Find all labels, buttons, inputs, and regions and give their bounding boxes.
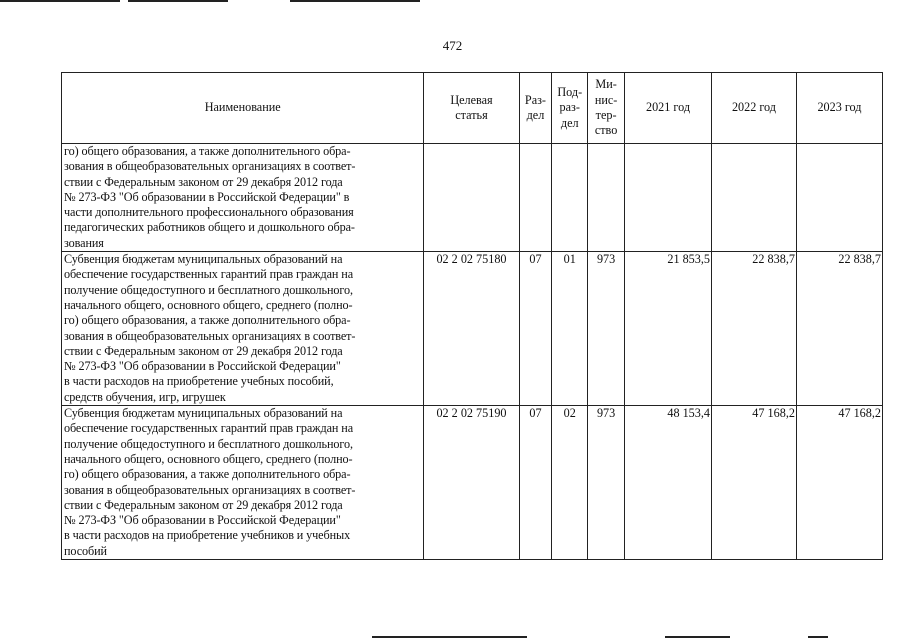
row-target-article	[424, 144, 519, 252]
row-ministry	[588, 144, 625, 252]
page-number: 472	[442, 38, 463, 53]
scan-edge-bottom-2	[665, 636, 730, 638]
row-name: Субвенция бюджетам муниципальных образований на обеспечение государственных гарантий прав граждан на получение общедоступного и бесплатного дошкольного, начального общего, основного общего, среднего (полно- го) общего образования, а также дополнительного обра- зования в общеобразовательных организациях в соответ- ствии с Федеральным законом от 29 декабря 2012 года № 273-ФЗ "Об образовании в Российской Федерации" в части расходов на приобретение учебных пособий, средств обучения, игр, игрушек	[62, 252, 424, 406]
row-2021: 21 853,5	[625, 252, 712, 406]
header-name: Наименование	[62, 73, 424, 144]
scan-edge-bottom-3	[808, 636, 828, 638]
row-target-article: 02 2 02 75190	[424, 406, 519, 560]
row-section: 07	[519, 406, 552, 560]
row-name: Субвенция бюджетам муниципальных образований на обеспечение государственных гарантий прав граждан на получение общедоступного и бесплатного дошкольного, начального общего, основного общего, среднего (полно- го) общего образования, а также дополнительного обра- зования в общеобразовательных организациях в соответ- ствии с Федеральным законом от 29 декабря 2012 года № 273-ФЗ "Об образовании в Российской Федерации" в части расходов на приобретение учебников и учебных пособий	[62, 406, 424, 560]
row-2022	[712, 144, 797, 252]
row-2023	[796, 144, 882, 252]
row-2021	[625, 144, 712, 252]
header-2021: 2021 год	[625, 73, 712, 144]
row-name: го) общего образования, а также дополнительного обра- зования в общеобразовательных организациях в соответ- ствии с Федеральным законом от 29 декабря 2012 года № 273-ФЗ "Об образовании в Российской Федерации" в части дополнительного профессионального образования педагогических работников общего и дошкольного обра- зования	[62, 144, 424, 252]
row-subsection: 01	[552, 252, 588, 406]
table-row	[62, 252, 883, 406]
row-section	[519, 144, 552, 252]
scan-edge-top-mid	[128, 0, 228, 2]
budget-table	[61, 72, 883, 560]
table-row	[62, 144, 883, 252]
header-2023: 2023 год	[796, 73, 882, 144]
row-ministry: 973	[588, 252, 625, 406]
scan-edge-top-left	[0, 0, 120, 2]
row-2023: 22 838,7	[796, 252, 882, 406]
header-target-article: Целевая статья	[424, 73, 519, 144]
row-subsection: 02	[552, 406, 588, 560]
header-2022: 2022 год	[712, 73, 797, 144]
row-2022: 47 168,2	[712, 406, 797, 560]
table-header-row	[62, 73, 883, 144]
table-row	[62, 406, 883, 560]
scan-edge-top-right	[290, 0, 420, 2]
header-ministry: Ми- нис- тер- ство	[588, 73, 625, 144]
row-target-article: 02 2 02 75180	[424, 252, 519, 406]
scan-edge-bottom-1	[372, 636, 527, 638]
header-section: Раз- дел	[519, 73, 552, 144]
row-ministry: 973	[588, 406, 625, 560]
header-subsection: Под- раз- дел	[552, 73, 588, 144]
row-2023: 47 168,2	[796, 406, 882, 560]
row-2021: 48 153,4	[625, 406, 712, 560]
row-section: 07	[519, 252, 552, 406]
row-2022: 22 838,7	[712, 252, 797, 406]
row-subsection	[552, 144, 588, 252]
